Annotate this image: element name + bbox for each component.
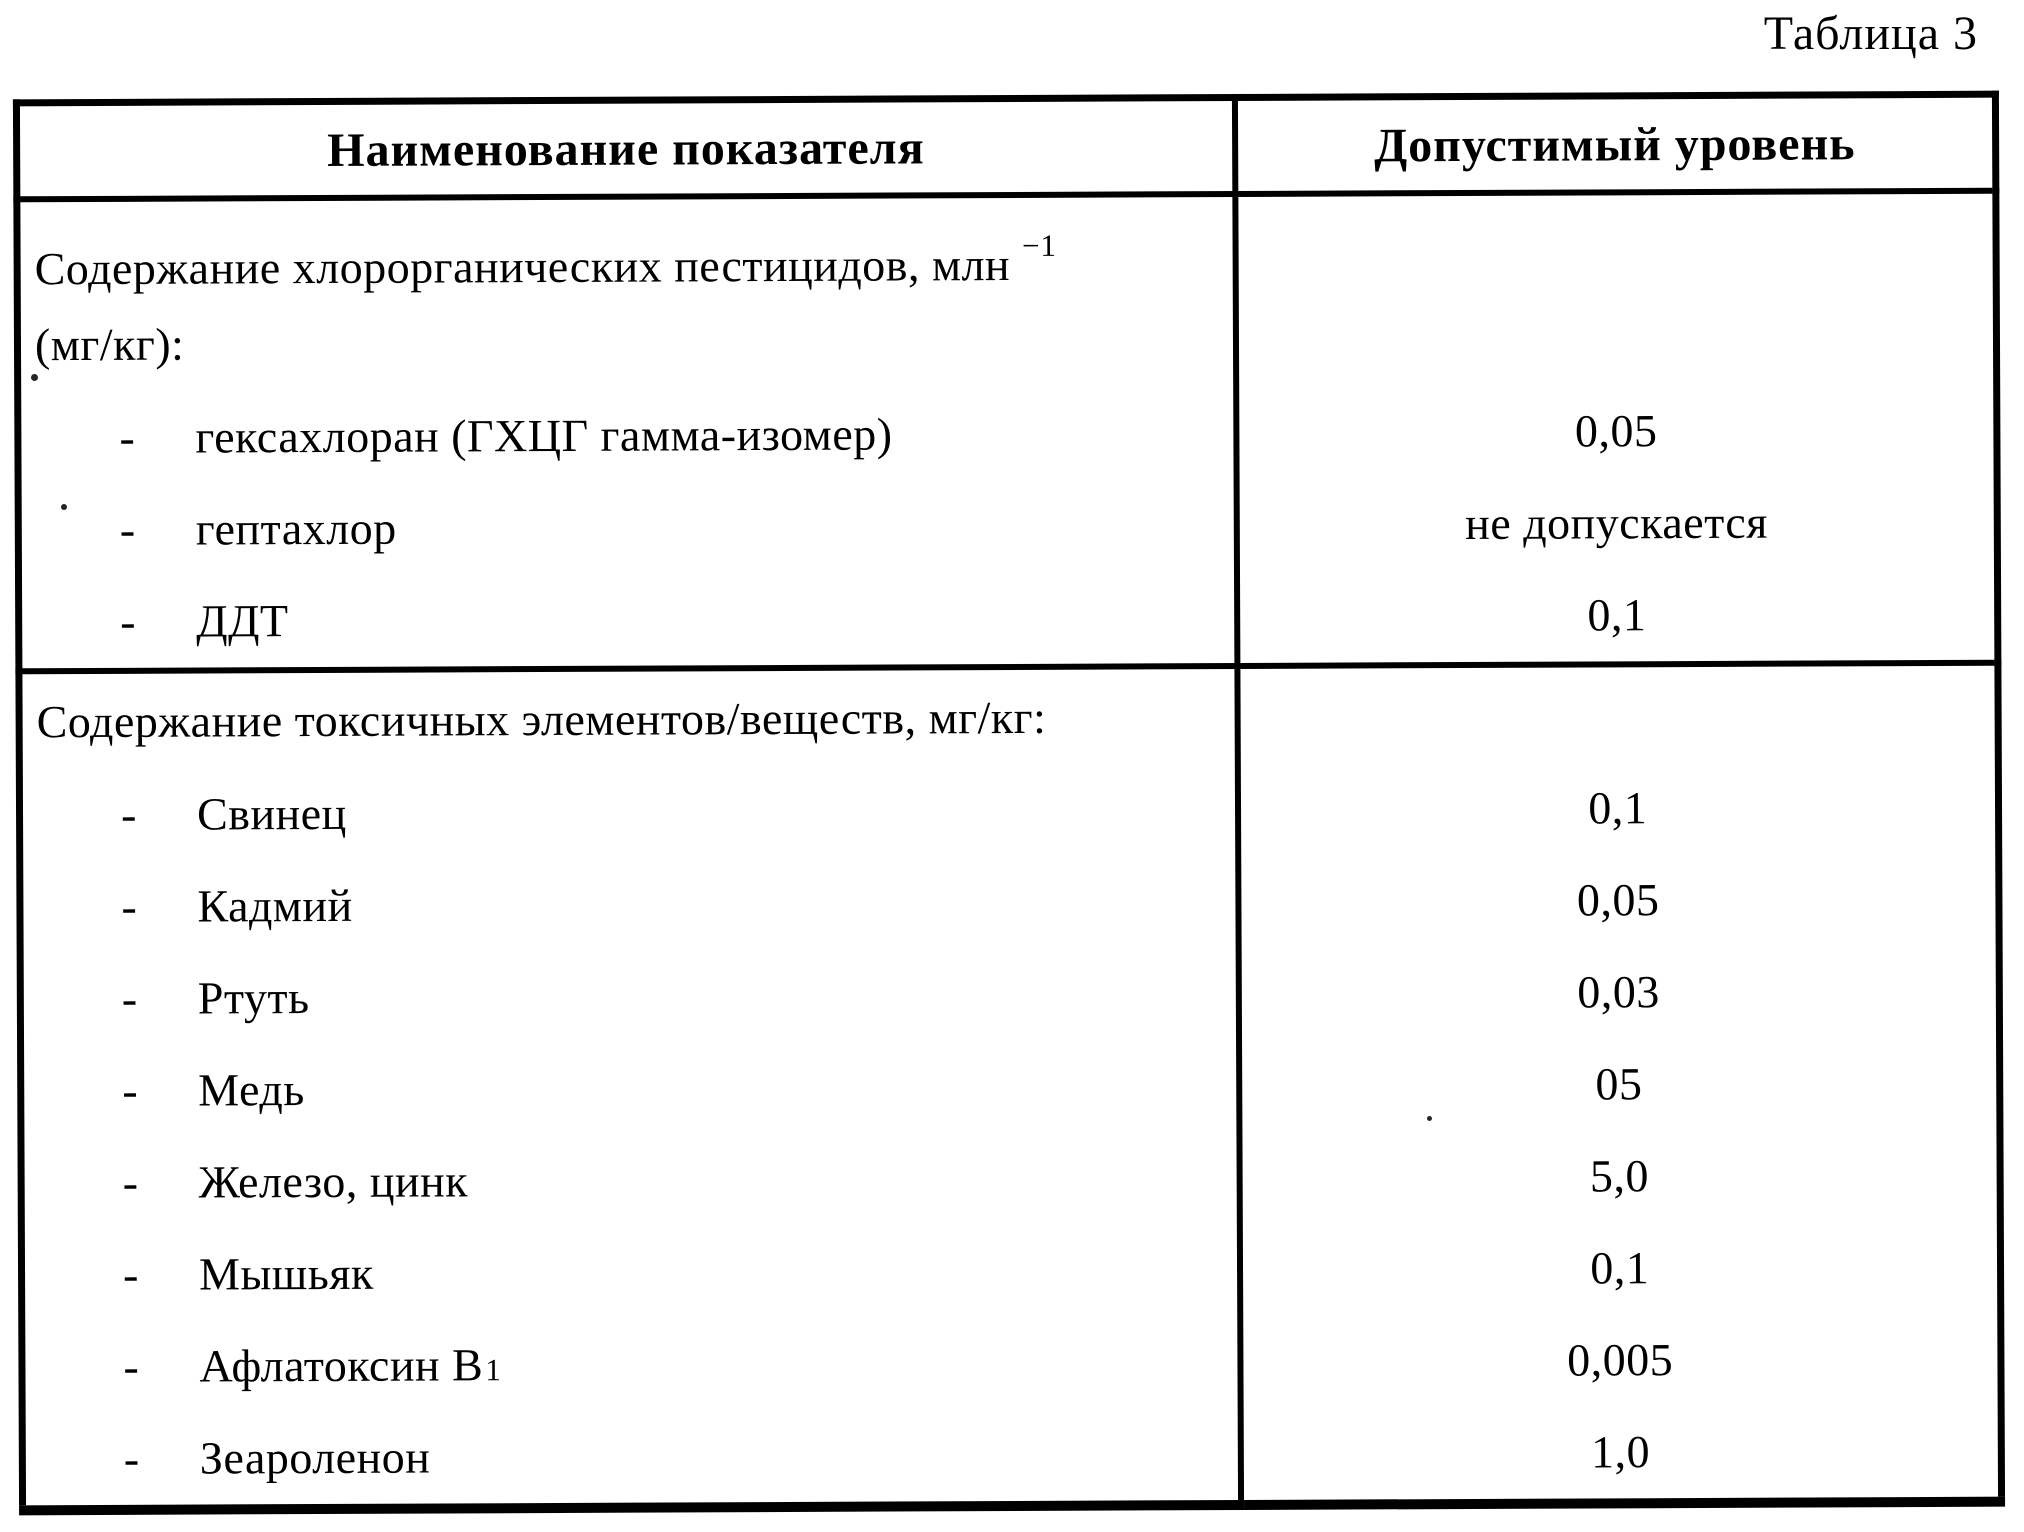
group-title-toxic-elements: Содержание токсичных элементов/веществ, мг/кг:	[36, 691, 1047, 748]
dash-bullet: -	[119, 503, 136, 555]
list-item-iron-zinc	[24, 1132, 1236, 1229]
pesticides-level-cell	[1235, 191, 1998, 666]
table-caption: Таблица 3	[1763, 7, 1978, 60]
superscript-minus-one: −1	[1021, 227, 1058, 263]
dash-bullet: -	[122, 1064, 139, 1116]
dash-bullet: -	[122, 1156, 139, 1208]
dash-bullet: -	[121, 880, 138, 932]
table-row-pesticides	[17, 191, 1998, 672]
dash-bullet: -	[123, 1432, 140, 1484]
list-item-hexachloran	[21, 387, 1233, 484]
item-label: Афлатоксин В	[199, 1339, 484, 1392]
item-label: ДДТ	[196, 595, 289, 647]
item-value: 0,1	[1590, 1242, 1650, 1294]
item-label: Ртуть	[197, 972, 310, 1024]
table-row-toxic-elements	[19, 663, 2002, 1511]
item-label: Железо, цинк	[198, 1155, 469, 1208]
item-value: 05	[1595, 1058, 1643, 1110]
list-item-aflatoxin-b1	[25, 1316, 1237, 1413]
scan-artifact-dot	[61, 504, 67, 510]
list-item-lead	[23, 764, 1235, 861]
item-value: 0,05	[1576, 874, 1660, 926]
value-spacer	[1240, 666, 1995, 764]
value-spacer	[1238, 194, 1993, 387]
item-value: 1,0	[1590, 1426, 1651, 1478]
item-label: гексахлоран (ГХЦГ гамма-изомер)	[195, 408, 893, 463]
item-value: 0,03	[1577, 966, 1660, 1018]
toxic-elements-level-cell	[1237, 663, 2002, 1505]
group-title-pesticides	[20, 197, 1232, 297]
item-label: Зеароленон	[199, 1431, 431, 1484]
list-item-copper	[24, 1040, 1236, 1137]
subscript-one: 1	[485, 1352, 502, 1388]
item-label: Медь	[198, 1064, 305, 1116]
scan-artifact-dot	[31, 374, 38, 381]
item-label: Мышьяк	[198, 1247, 374, 1300]
item-label: Свинец	[196, 787, 347, 840]
dash-bullet: -	[120, 788, 137, 840]
list-item-heptachlor	[22, 479, 1234, 576]
item-value: 0,005	[1567, 1334, 1674, 1386]
item-value: не допускается	[1465, 496, 1768, 550]
scan-artifact-dot	[1427, 1116, 1432, 1121]
list-item-arsenic	[25, 1224, 1237, 1321]
list-item-ddt	[22, 571, 1234, 668]
dash-bullet: -	[119, 411, 136, 463]
item-label: Кадмий	[197, 879, 353, 932]
dash-bullet: -	[121, 972, 138, 1024]
item-value: 5,0	[1589, 1150, 1649, 1202]
item-value: 0,1	[1588, 782, 1648, 834]
table-header-row	[16, 94, 1995, 199]
list-item-zearalenone	[26, 1408, 1238, 1505]
column-header-indicator-name: Наименование показателя	[16, 98, 1234, 200]
list-item-cadmium	[23, 856, 1235, 953]
pesticides-indicator-cell	[17, 194, 1237, 671]
limits-table	[13, 91, 2005, 1516]
toxic-elements-indicator-cell	[19, 666, 1241, 1510]
dash-bullet: -	[122, 1248, 139, 1300]
dash-bullet: -	[123, 1340, 140, 1392]
group-title-pesticides-units: (мг/кг):	[34, 318, 185, 371]
dash-bullet: -	[120, 595, 137, 647]
item-value: 0,1	[1587, 589, 1647, 641]
list-item-mercury	[24, 948, 1236, 1045]
column-header-permissible-level: Допустимый уровень	[1234, 94, 1995, 194]
item-value: 0,05	[1574, 405, 1658, 457]
group-title-text: Содержание хлорорганических пестицидов, млн	[34, 238, 1011, 295]
item-label: гептахлор	[195, 502, 397, 555]
